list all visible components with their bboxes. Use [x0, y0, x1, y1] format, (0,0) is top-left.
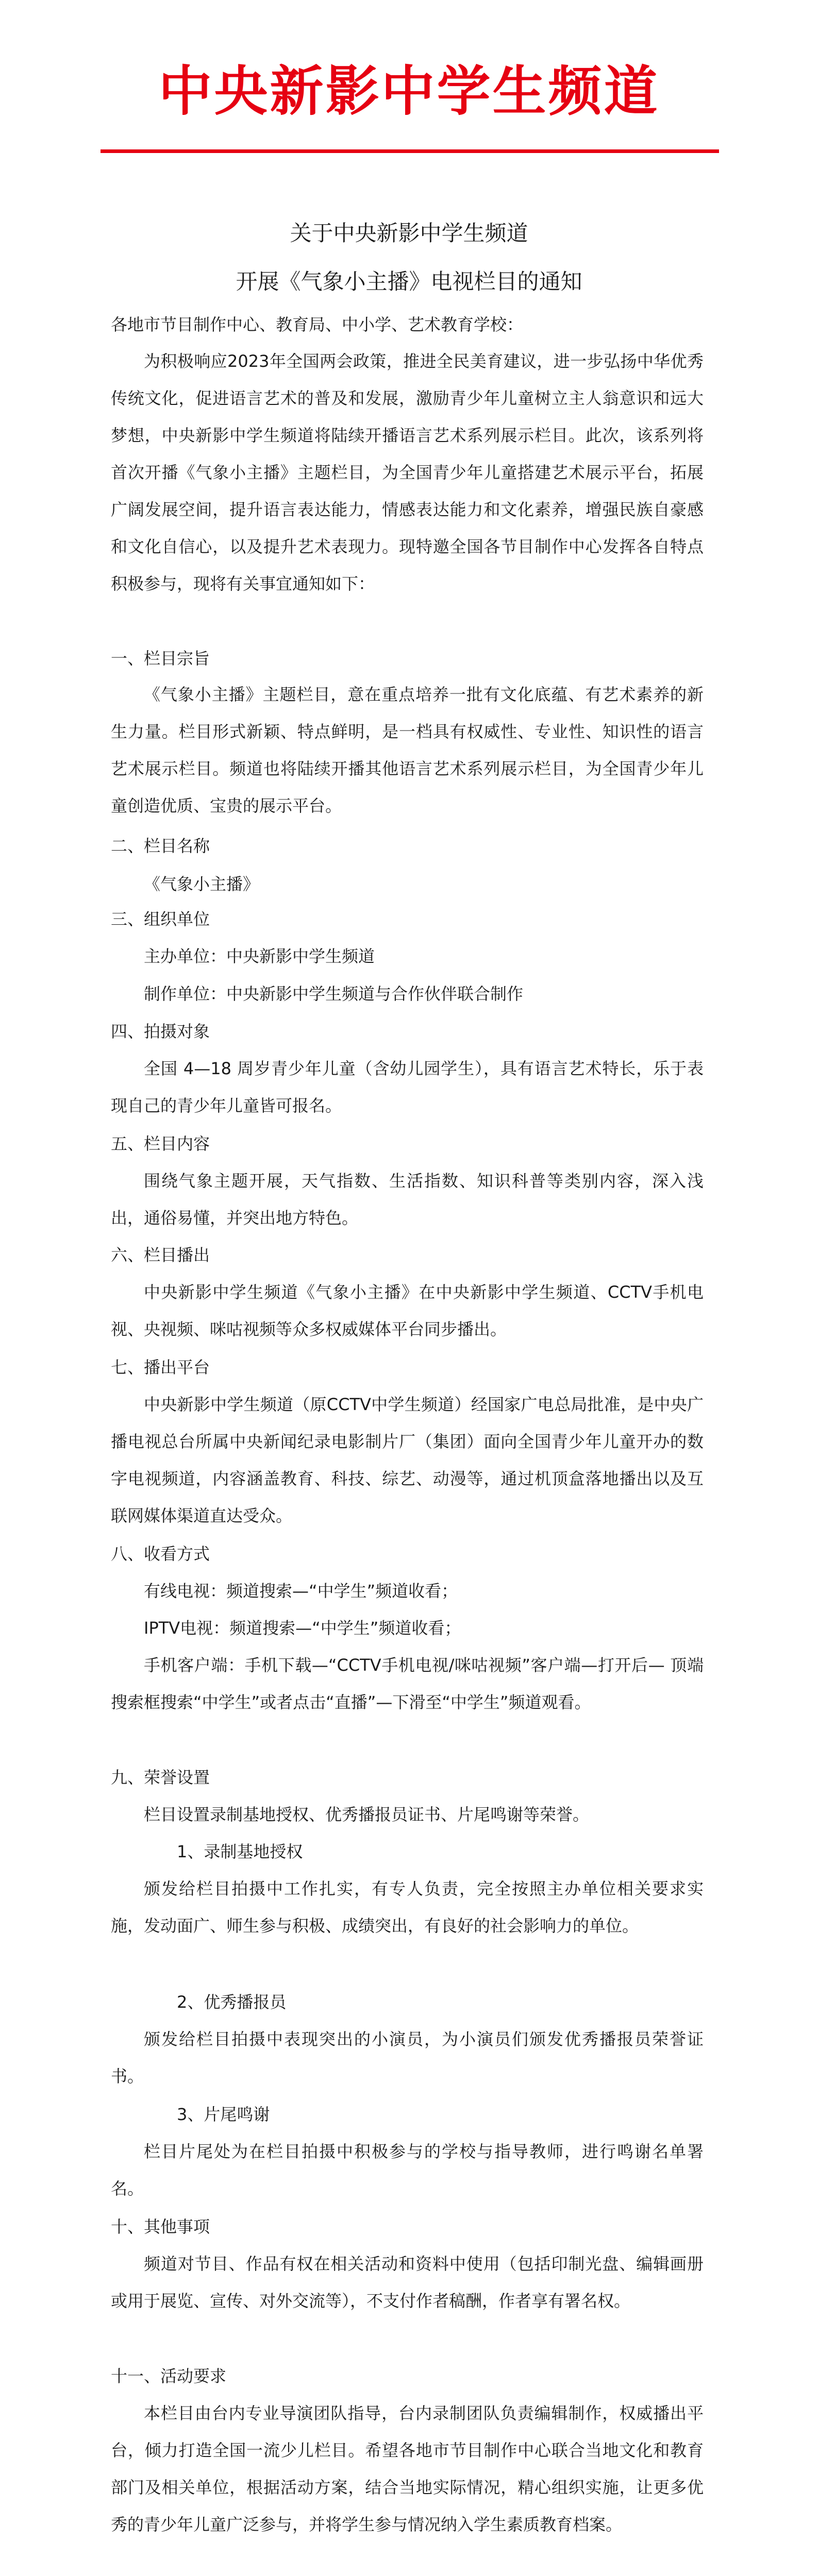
section-8-mobile: 手机客户端：手机下载—“CCTV手机电视/咪咕视频”客户端—打开后— 顶端搜索框搜索“中学生”或者点击“直播”—下滑至“中学生”频道观看。 [111, 1655, 704, 1712]
section-9-sub2-body: 颁发给栏目拍摄中表现突出的小演员，为小演员们颁发优秀播报员荣誉证书。 [111, 2029, 704, 2086]
header-divider [101, 149, 719, 153]
section-10-heading: 十、其他事项 [111, 2217, 210, 2236]
section-6-body: 中央新影中学生频道《气象小主播》在中央新影中学生频道、CCTV手机电视、央视频、咪咕视频等众多权威媒体平台同步播出。 [111, 1282, 704, 1339]
section-2-body: 《气象小主播》 [144, 874, 260, 894]
section-2-heading: 二、栏目名称 [111, 836, 210, 856]
section-8-heading: 八、收看方式 [111, 1544, 210, 1564]
section-4-body: 全国 4—18 周岁青少年儿童（含幼儿园学生），具有语言艺术特长，乐于表现自己的青少年儿童皆可报名。 [111, 1059, 704, 1115]
section-8-cable: 有线电视：频道搜索—“中学生”频道收看； [144, 1581, 458, 1601]
section-9-sub1-body: 颁发给栏目拍摄中工作扎实，有专人负责，完全按照主办单位相关要求实施，发动面广、师生参与积极、成绩突出，有良好的社会影响力的单位。 [111, 1879, 704, 1936]
section-3-producer: 制作单位：中央新影中学生频道与合作伙伴联合制作 [144, 984, 524, 1004]
section-10-body: 频道对节目、作品有权在相关活动和资料中使用（包括印制光盘、编辑画册或用于展览、宣传、对外交流等），不支付作者稿酬，作者享有署名权。 [111, 2254, 704, 2311]
section-9-heading: 九、荣誉设置 [111, 1768, 210, 1787]
section-5-body: 围绕气象主题开展，天气指数、生活指数、知识科普等类别内容，深入浅出，通俗易懂，并突出地方特色。 [111, 1171, 704, 1228]
section-3-host: 主办单位：中央新影中学生频道 [144, 946, 375, 966]
section-9-sub2-title: 2、优秀播报员 [177, 1992, 287, 2012]
section-11-body: 本栏目由台内专业导演团队指导，台内录制团队负责编辑制作，权威播出平台，倾力打造全国一流少儿栏目。希望各地市节目制作中心联合当地文化和教育部门及相关单位，根据活动方案，结合当地实际情况，精心组织实施，让更多优秀的青少年儿童广泛参与，并将学生参与情况纳入学生素质教育档案。 [111, 2403, 704, 2534]
section-4-heading: 四、拍摄对象 [111, 1022, 210, 1041]
notice-title-line1: 关于中央新影中学生频道 [290, 221, 528, 246]
section-6-heading: 六、栏目播出 [111, 1245, 210, 1265]
section-1-heading: 一、栏目宗旨 [111, 649, 210, 668]
intro-paragraph: 为积极响应2023年全国两会政策，推进全民美育建议，进一步弘扬中华优秀传统文化，促进语言艺术的普及和发展，激励青少年儿童树立主人翁意识和远大梦想，中央新影中学生频道将陆续开播语言艺术系列展示栏目。此次，该系列将首次开播《气象小主播》主题栏目，为全国青少年儿童搭建艺术展示平台，拓展广阔发展空间，提升语言表达能力，情感表达能力和文化素养，增强民族自豪感和文化自信心，以及提升艺术表现力。现特邀全国各节目制作中心发挥各自特点积极参与，现将有关事宜通知如下： [111, 351, 704, 594]
section-3-heading: 三、组织单位 [111, 909, 210, 929]
section-1-body: 《气象小主播》主题栏目，意在重点培养一批有文化底蕴、有艺术素养的新生力量。栏目形式新颖、特点鲜明，是一档具有权威性、专业性、知识性的语言艺术展示栏目。频道也将陆续开播其他语言艺术系列展示栏目，为全国青少年儿童创造优质、宝贵的展示平台。 [111, 685, 704, 816]
salutation: 各地市节目制作中心、教育局、中小学、艺术教育学校： [111, 315, 524, 334]
section-9-sub3-title: 3、片尾鸣谢 [177, 2105, 270, 2124]
section-5-heading: 五、栏目内容 [111, 1134, 210, 1154]
section-7-heading: 七、播出平台 [111, 1358, 210, 1377]
section-9-sub1-title: 1、录制基地授权 [177, 1842, 303, 1861]
section-9-sub3-body: 栏目片尾处为在栏目拍摄中积极参与的学校与指导教师，进行鸣谢名单署名。 [111, 2142, 704, 2198]
notice-title-line2: 开展《气象小主播》电视栏目的通知 [236, 269, 582, 294]
section-7-body: 中央新影中学生频道（原CCTV中学生频道）经国家广电总局批准，是中央广播电视总台所属中央新闻纪录电影制片厂（集团）面向全国青少年儿童开办的数字电视频道，内容涵盖教育、科技、综艺、动漫等，通过机顶盒落地播出以及互联网媒体渠道直达受众。 [111, 1395, 704, 1526]
section-8-iptv: IPTV电视：频道搜索—“中学生”频道收看； [144, 1618, 461, 1638]
header-title: 中央新影中学生频道 [158, 60, 660, 123]
section-9-body: 栏目设置录制基地授权、优秀播报员证书、片尾鸣谢等荣誉。 [144, 1805, 590, 1824]
section-11-heading: 十一、活动要求 [111, 2366, 227, 2386]
